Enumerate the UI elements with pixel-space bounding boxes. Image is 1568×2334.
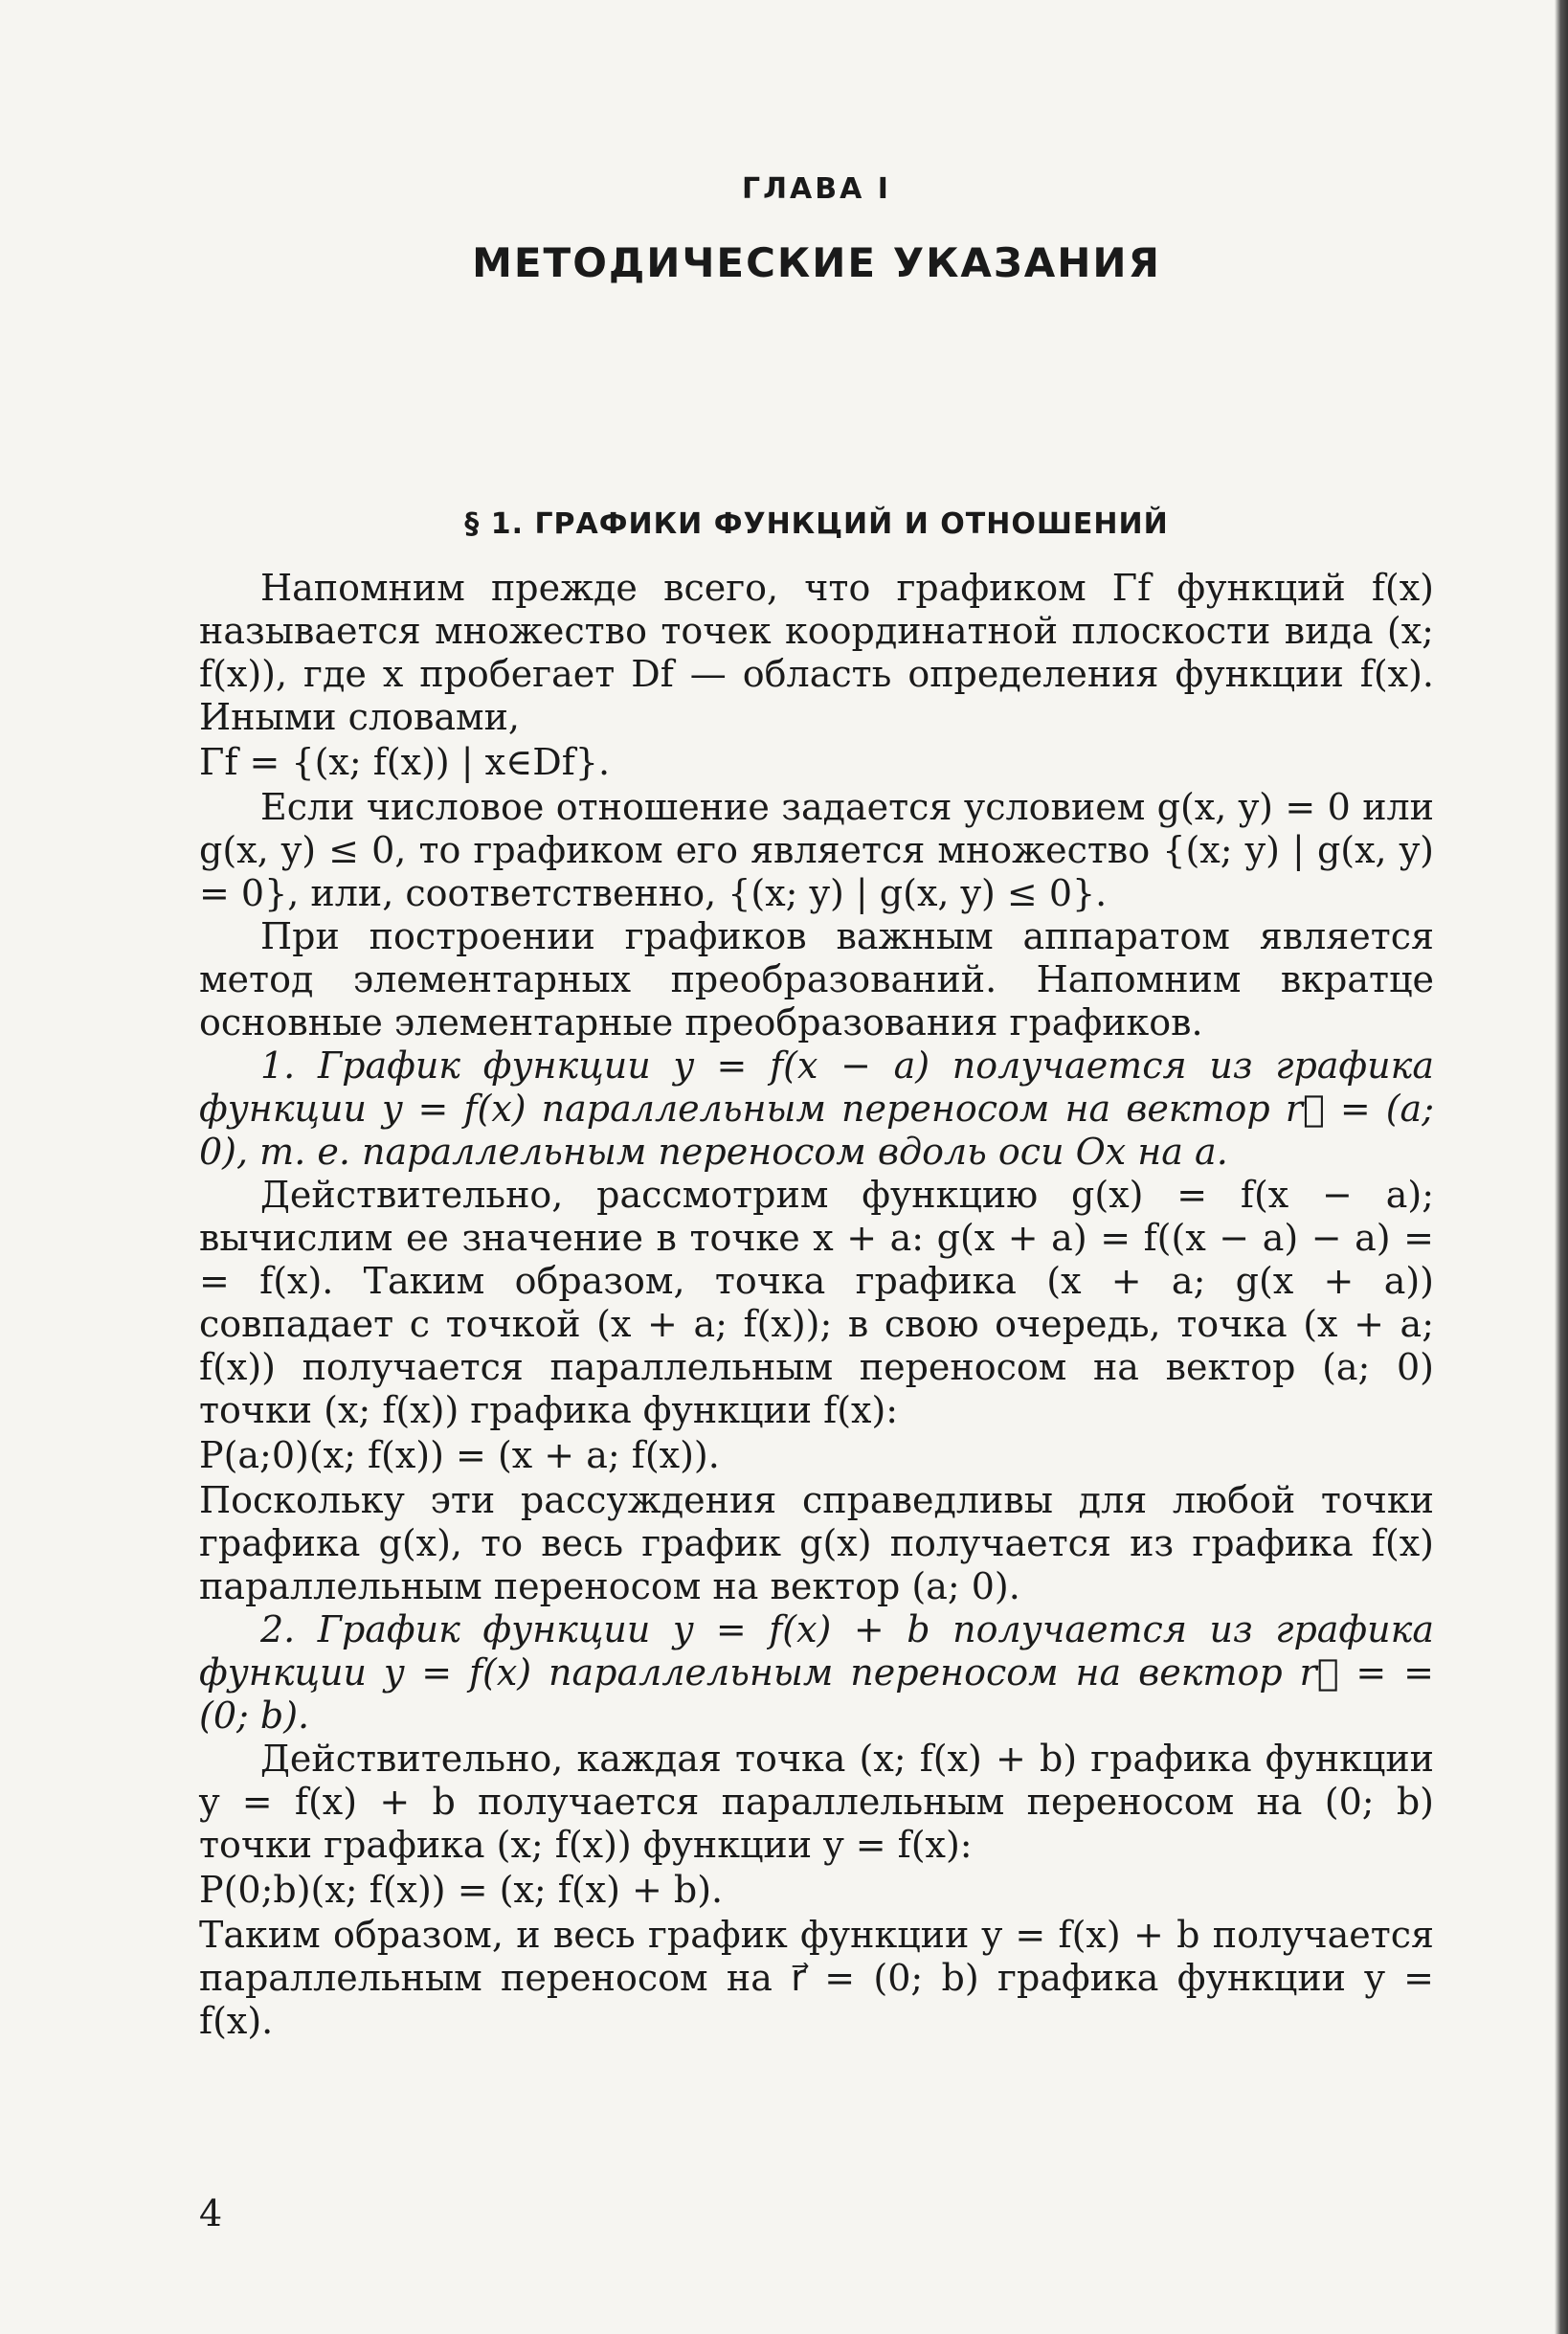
rule-vertical-shift: 2. График функции y = f(x) + b получается из графика функции y = f(x) параллельным переносом на вектор r⃗ = = (0; b).: [199, 1608, 1434, 1737]
paragraph-horizontal-proof: Действительно, рассмотрим функцию g(x) = f(x − a); вычислим ее значение в точке x + a: g(x + a) = f((x − a) − a) = = f(x). Таким образом, точка графика (x + a; g(x + a)) совпадает с точкой (x + a; f(x)); в свою очередь, точка (x + a; f(x)) получается параллельным переносом на вектор (a; 0) точки (x; f(x)) графика функции f(x):: [199, 1174, 1434, 1431]
paragraph-relation-graph: Если числовое отношение задается условием g(x, y) = 0 или g(x, y) ≤ 0, то графиком его является множество {(x; y) | g(x, y) = 0}, или, соответственно, {(x; y) | g(x, y) ≤ 0}.: [199, 786, 1434, 914]
paragraph-graph-definition: Напомним прежде всего, что графиком Γf функций f(x) называется множество точек координатной плоскости вида (x; f(x)), где x пробегает Df — область определения функции f(x). Иными словами,: [199, 567, 1434, 738]
rule-horizontal-shift: 1. График функции y = f(x − a) получается из графика функции y = f(x) параллельным переносом на вектор r⃗ = (a; 0), т. е. параллельным переносом вдоль оси Ox на a.: [199, 1044, 1434, 1173]
page-number: 4: [199, 2192, 223, 2234]
page-edge-shadow: [1555, 0, 1568, 2334]
chapter-title: МЕТОДИЧЕСКИЕ УКАЗАНИЯ: [472, 239, 1161, 286]
chapter-label: ГЛАВА I: [742, 172, 891, 206]
formula-horizontal-translation: P(a;0)(x; f(x)) = (x + a; f(x)).: [199, 1434, 720, 1476]
paragraph-vertical-conclusion: Таким образом, и весь график функции y = f(x) + b получается параллельным переносом на r⃗ = (0; b) графика функции y = f(x).: [199, 1914, 1434, 2042]
body-text: [199, 567, 1434, 2043]
formula-graph-set: Γf = {(x; f(x)) | x∈Df}.: [199, 741, 611, 783]
paragraph-horizontal-conclusion: Поскольку эти рассуждения справедливы для любой точки графика g(x), то весь график g(x) получается из графика f(x) параллельным переносом на вектор (a; 0).: [199, 1479, 1434, 1607]
paragraph-transformations-intro: При построении графиков важным аппаратом является метод элементарных преобразований. Напомним вкратце основные элементарные преобразования графиков.: [199, 915, 1434, 1044]
paragraph-vertical-proof: Действительно, каждая точка (x; f(x) + b) графика функции y = f(x) + b получается параллельным переносом на (0; b) точки графика (x; f(x)) функции y = f(x):: [199, 1738, 1434, 1866]
section-title: § 1. ГРАФИКИ ФУНКЦИЙ И ОТНОШЕНИЙ: [464, 507, 1169, 541]
formula-vertical-translation: P(0;b)(x; f(x)) = (x; f(x) + b).: [199, 1869, 724, 1911]
